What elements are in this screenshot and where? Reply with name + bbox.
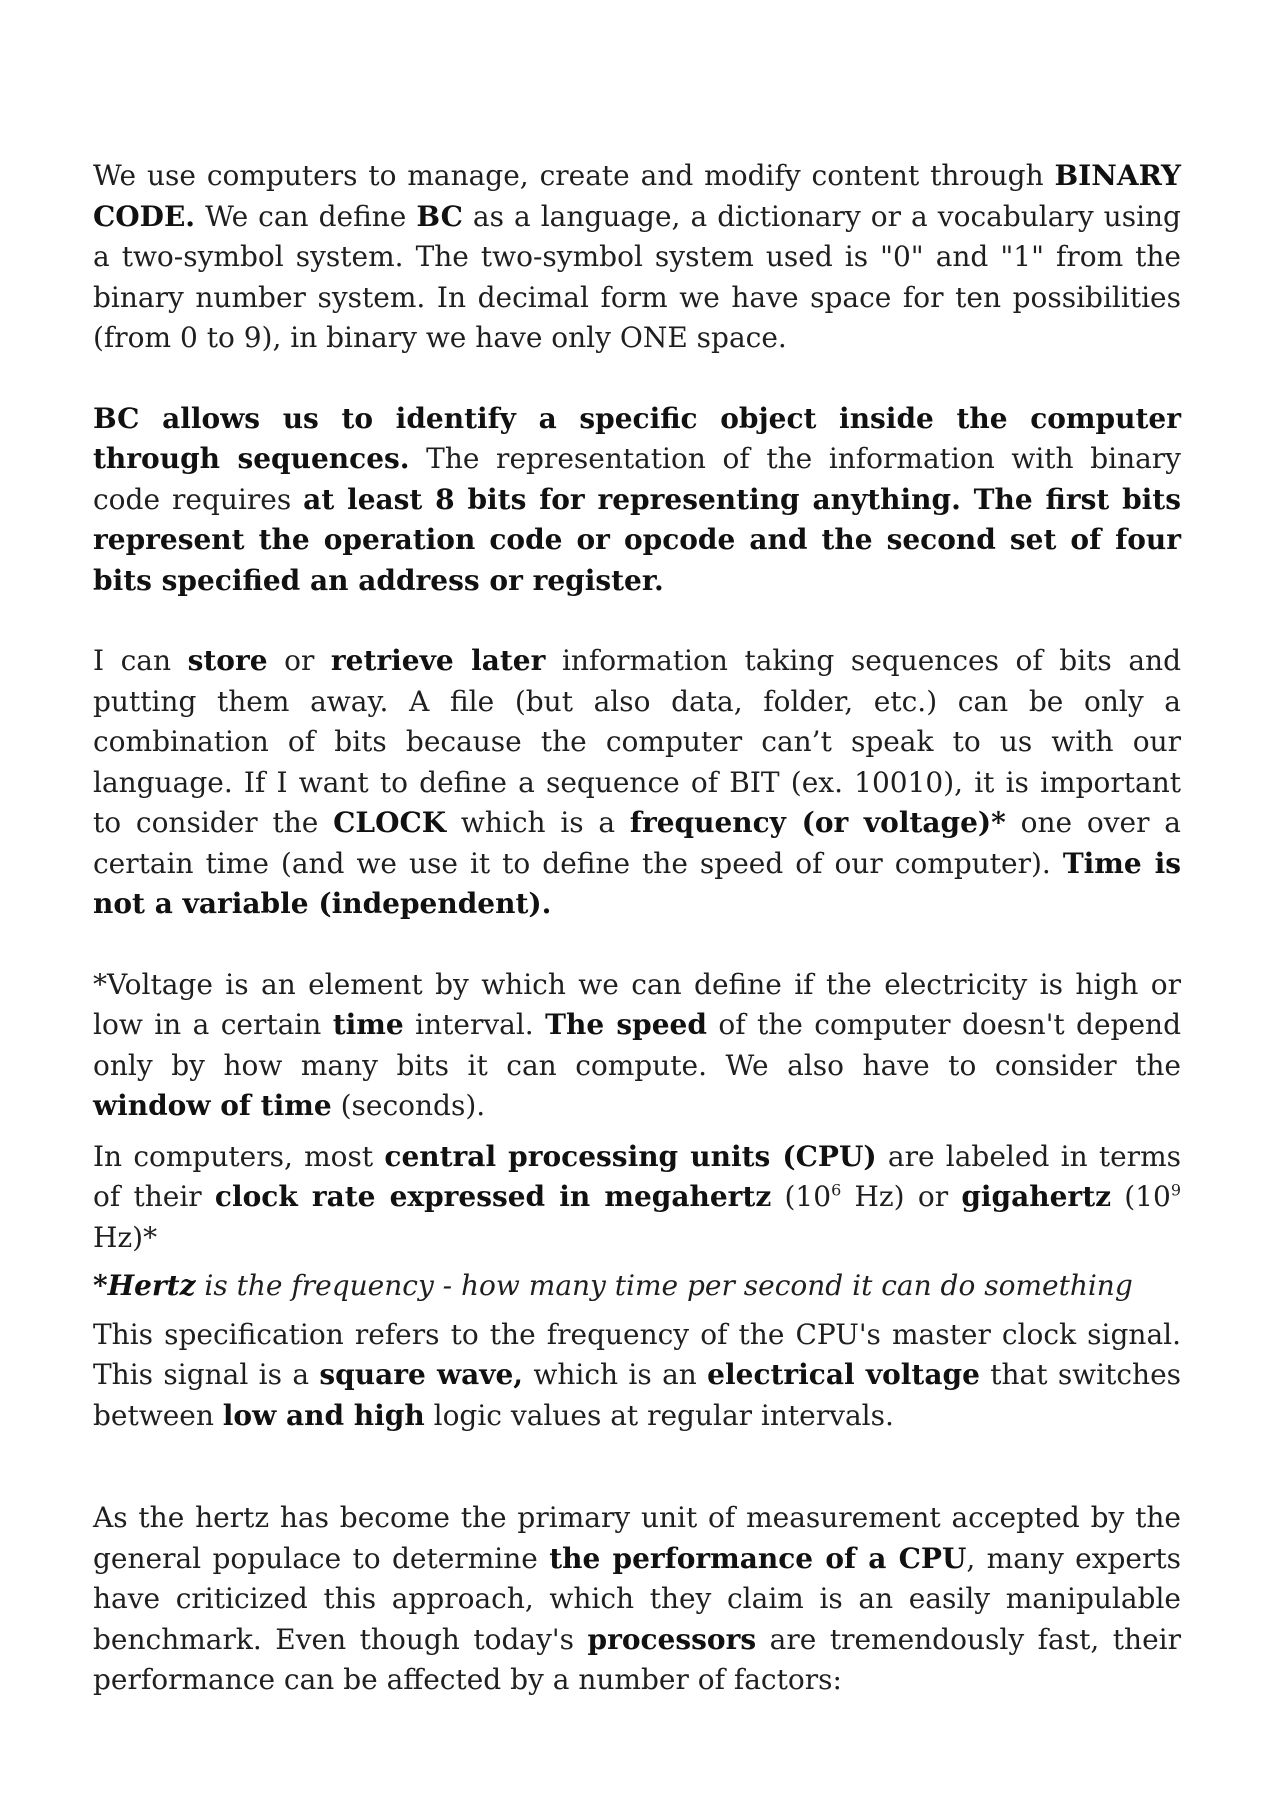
text-run: (seconds).: [331, 1089, 486, 1122]
text-run: which is an: [523, 1358, 708, 1391]
text-run: information taking sequences of bits and putting them away. A file (but also data, folder, etc.) can be only a combination of bits because the computer can’t speak to us with our language. If I want to define a sequence of BIT (ex. 10010), it is important to consider the: [93, 644, 1181, 839]
bold-run: time: [332, 1008, 404, 1041]
text-run: that switches between: [93, 1358, 1182, 1432]
text-run: Hz)*: [93, 1220, 158, 1254]
text-run: are tremendously fast, their performance can be affected by a number of factors:: [93, 1622, 1181, 1696]
bold-run: square wave,: [319, 1358, 524, 1391]
bold-run: window of time: [93, 1089, 332, 1122]
bold-run: central processing units (CPU): [384, 1139, 877, 1173]
text-run: are labeled in terms of their: [93, 1139, 1181, 1213]
text-run: , many experts have criticized this approach, which they claim is an easily manipulable benchmark. Even though today's: [93, 1541, 1182, 1656]
paragraph-hertz-benchmark: [93, 1498, 1181, 1701]
bold-run: frequency (or voltage)*: [629, 806, 1006, 839]
text-run: (10: [1111, 1180, 1171, 1213]
text-run: (10: [771, 1180, 832, 1213]
bold-run: the performance of a CPU: [549, 1541, 967, 1575]
text-run: I can: [93, 644, 188, 677]
bold-run: BC: [416, 199, 463, 233]
paragraph-binary-code-intro: [93, 156, 1181, 359]
text-run: logic values at regular intervals.: [424, 1398, 894, 1432]
text-run: This specification refers to the frequency of the CPU's master clock signal. This signal is a: [93, 1317, 1181, 1391]
bold-run: CLOCK: [333, 806, 447, 839]
paragraph-voltage-note: [93, 965, 1181, 1127]
paragraph-store-retrieve: [93, 641, 1181, 925]
bold-run: *Hertz: [93, 1269, 196, 1302]
text-run: In computers, most: [93, 1139, 385, 1173]
text-run: *Voltage is an element by which we can define if the electricity is high or low in a certain: [93, 967, 1181, 1041]
text-run: as a language, a dictionary or a vocabulary using a two-symbol system. The two-symbol system used is "0" and "1" from the binary number system. In decimal form we have space for ten possibilities (from 0 to 9), in binary we have only ONE space.: [93, 199, 1181, 354]
text-run: interval.: [403, 1008, 546, 1041]
text-run: or: [267, 644, 331, 677]
bold-run: at least 8 bits for representing anything. The first bits represent the operation code or opcode and the second set of four bits specified an address or register.: [93, 482, 1181, 597]
bold-run: clock rate expressed in megahertz: [214, 1180, 772, 1213]
bold-run: BC allows us to identify a specific object inside the computer through sequences.: [93, 401, 1181, 475]
bold-run: low and high: [222, 1398, 425, 1432]
page-body: [93, 156, 1181, 1701]
text-run: As the hertz has become the primary unit of measurement accepted by the general populace to determine: [93, 1501, 1181, 1575]
text-run: which is a: [446, 806, 630, 839]
superscript: 6: [831, 1180, 842, 1200]
paragraph-clock-signal: [93, 1315, 1181, 1437]
bold-run: store: [187, 644, 268, 677]
text-run: The representation of the information with binary code requires: [93, 442, 1181, 516]
text-run: We use computers to manage, create and modify content through: [93, 159, 1055, 192]
paragraph-cpu-clock-rate: [93, 1137, 1181, 1259]
bold-run: retrieve later: [330, 644, 546, 677]
text-run: of the computer doesn't depend only by how many bits it can compute. We also have to consider the: [93, 1008, 1182, 1082]
superscript: 9: [1170, 1180, 1182, 1200]
text-run: is the frequency - how many time per second it can do something: [195, 1269, 1133, 1302]
text-run: We can define: [195, 199, 417, 233]
bold-run: The speed: [545, 1008, 707, 1041]
bold-run: gigahertz: [961, 1180, 1112, 1213]
bold-run: processors: [587, 1622, 757, 1656]
bold-run: Time is not a variable (independent).: [93, 846, 1181, 920]
paragraph-bc-sequences: [93, 399, 1181, 602]
text-run: Hz) or: [841, 1180, 962, 1213]
text-run: one over a certain time (and we use it to define the speed of our computer).: [93, 806, 1181, 880]
bold-run: BINARY CODE.: [93, 159, 1181, 233]
paragraph-hertz-note: [93, 1266, 1181, 1307]
bold-run: electrical voltage: [707, 1358, 980, 1391]
